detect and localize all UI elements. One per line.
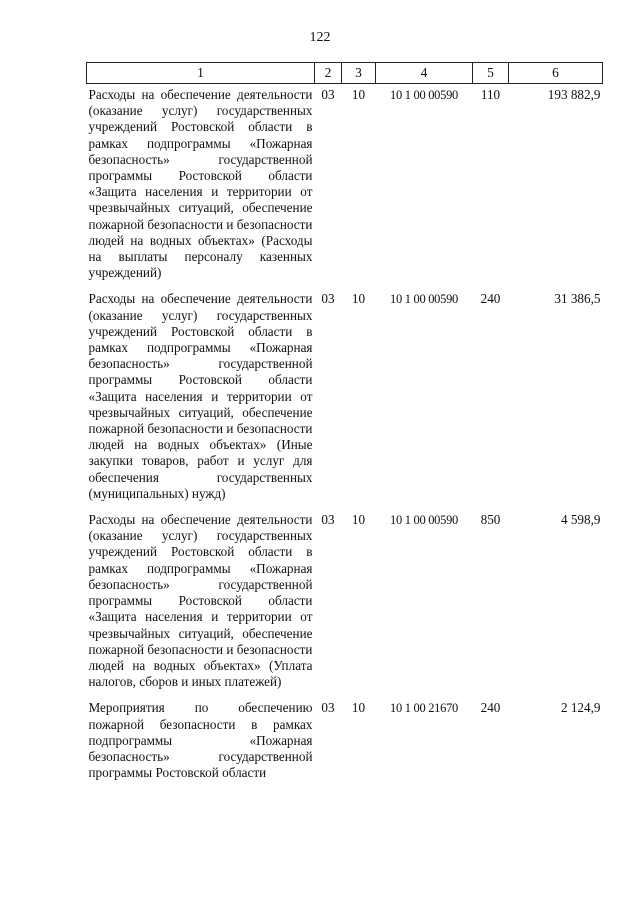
row-expense-type: 110	[480, 87, 501, 102]
row-section: 03	[321, 87, 335, 102]
row-expense-type: 240	[480, 291, 501, 307]
row-description: Расходы на обеспечение деятельности (оказание услуг) государственных учреждений Ростовской области в рамках подпрограммы «Пожарная безопасность» государственной программы Ростовской области «Защита населения и территории от чрезвычайных ситуаций, обеспечение пожарной безопасности и безопасности людей на водных объектах» (Расходы на выплаты персоналу казенных учреждений)	[88, 87, 313, 281]
row-amount: 31 386,5	[554, 291, 601, 307]
row-section: 03	[321, 291, 335, 307]
table-row	[87, 288, 603, 509]
row-subsection: 10	[351, 512, 366, 528]
row-expense-type: 850	[480, 512, 501, 528]
row-target-article: 10 1 00 00590	[390, 88, 458, 102]
column-header-1: 1	[87, 63, 315, 84]
column-header-4: 4	[376, 63, 473, 84]
row-subsection: 10	[351, 87, 366, 102]
table-header-row	[87, 63, 603, 84]
table-row	[87, 509, 603, 697]
row-target-article: 10 1 00 21670	[390, 701, 458, 716]
table-row	[87, 84, 603, 289]
column-header-2: 2	[315, 63, 342, 84]
row-amount: 2 124,9	[560, 700, 601, 716]
row-description: Мероприятия по обеспечению пожарной безопасности в рамках подпрограммы «Пожарная безопасность» государственной программы Ростовской области	[88, 700, 313, 781]
column-header-6: 6	[509, 63, 603, 84]
page-number: 122	[309, 30, 331, 45]
row-description: Расходы на обеспечение деятельности (оказание услуг) государственных учреждений Ростовской области в рамках подпрограммы «Пожарная безопасность» государственной программы Ростовской области «Защита населения и территории от чрезвычайных ситуаций, обеспечение пожарной безопасности и безопасности людей на водных объектах» (Уплата налогов, сборов и иных платежей)	[88, 512, 313, 690]
row-section: 03	[321, 512, 335, 528]
column-header-5: 5	[473, 63, 509, 84]
row-subsection: 10	[351, 291, 366, 307]
table-row	[87, 697, 603, 788]
budget-table	[86, 62, 603, 788]
row-description: Расходы на обеспечение деятельности (оказание услуг) государственных учреждений Ростовской области в рамках подпрограммы «Пожарная безопасность» государственной программы Ростовской области «Защита населения и территории от чрезвычайных ситуаций, обеспечение пожарной безопасности и безопасности людей на водных объектах» (Иные закупки товаров, работ и услуг для обеспечения государственных (муниципальных) нужд)	[88, 291, 313, 501]
row-target-article: 10 1 00 00590	[390, 513, 458, 528]
row-amount: 193 882,9	[547, 87, 601, 102]
row-amount: 4 598,9	[560, 512, 601, 528]
row-target-article: 10 1 00 00590	[390, 292, 458, 307]
column-header-3: 3	[342, 63, 376, 84]
row-section: 03	[321, 700, 335, 716]
row-subsection: 10	[351, 700, 366, 716]
row-expense-type: 240	[480, 700, 501, 716]
